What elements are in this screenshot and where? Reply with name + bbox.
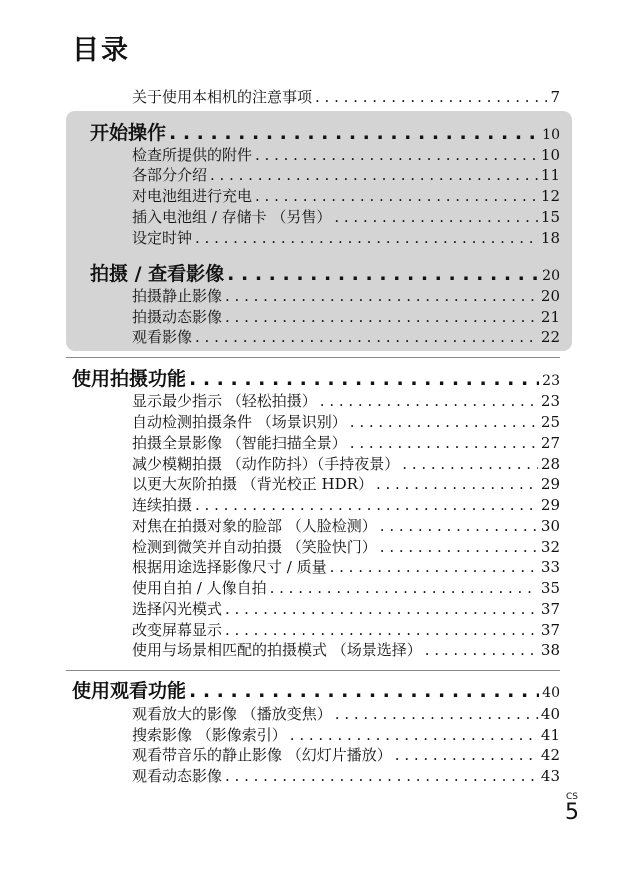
dot-leader — [270, 579, 538, 597]
toc-entry-label: 检查所提供的附件 — [132, 146, 253, 164]
dot-leader — [195, 328, 538, 346]
toc-entry-label: 自动检测拍摄条件 （场景识别） — [132, 413, 347, 431]
toc-entry-label: 改变屏幕显示 — [132, 621, 223, 639]
dot-leader — [376, 475, 538, 493]
toc-entry-page: 37 — [540, 600, 560, 618]
dot-leader — [195, 229, 538, 247]
toc-entry-label: 检测到微笑并自动拍摄 （笑脸快门） — [132, 538, 377, 556]
toc-entry-page: 40 — [540, 705, 560, 723]
section-page: 20 — [542, 268, 560, 284]
toc-entry[interactable] — [132, 765, 560, 786]
toc-entry-label: 显示最少指示 （轻松拍摄） — [132, 392, 317, 410]
toc-entry[interactable] — [132, 285, 560, 306]
dot-leader — [255, 187, 538, 205]
toc-entry[interactable] — [132, 619, 560, 640]
dot-leader — [380, 517, 538, 535]
language-code: CS — [566, 792, 578, 802]
dot-leader — [334, 208, 538, 226]
section-divider — [66, 357, 560, 358]
toc-entry-label: 对焦在拍摄对象的脸部 （人脸检测） — [132, 517, 377, 535]
dot-leader — [335, 705, 538, 723]
toc-entry-label: 设定时钟 — [132, 229, 193, 247]
toc-entry-label: 插入电池组 / 存储卡 （另售） — [132, 208, 332, 226]
toc-entry[interactable] — [132, 164, 560, 185]
toc-entry[interactable] — [132, 536, 560, 557]
toc-entry-page: 38 — [540, 641, 560, 659]
toc-entry-page: 42 — [540, 746, 560, 764]
toc-entry-page: 35 — [540, 579, 560, 597]
toc-entry[interactable] — [132, 494, 560, 515]
toc-entry-label: 使用与场景相匹配的拍摄模式 （场景选择） — [132, 641, 422, 659]
toc-entry-label: 观看动态影像 — [132, 767, 223, 785]
dot-leader — [330, 558, 538, 576]
toc-entry-page: 10 — [540, 146, 560, 164]
toc-entry-page: 41 — [540, 726, 560, 744]
toc-entry[interactable] — [132, 227, 560, 248]
section-title: 拍摄 / 查看影像 — [90, 263, 225, 285]
dot-leader — [350, 434, 538, 452]
dot-leader — [169, 122, 539, 144]
toc-entry[interactable] — [132, 453, 560, 474]
intro-entry[interactable] — [132, 86, 560, 107]
toc-entry[interactable] — [132, 473, 560, 494]
toc-entry[interactable] — [132, 144, 560, 165]
toc-entry-label: 各部分介绍 — [132, 166, 208, 184]
toc-entry-page: 20 — [540, 287, 560, 305]
dot-leader — [225, 287, 538, 305]
toc-entry-page: 21 — [540, 308, 560, 326]
section-page: 40 — [542, 685, 560, 701]
toc-entry-label: 以更大灰阶拍摄 （背光校正 HDR） — [132, 475, 373, 493]
toc-entry-page: 23 — [540, 392, 560, 410]
dot-leader — [210, 166, 538, 184]
dot-leader — [189, 680, 539, 702]
section-divider — [66, 670, 560, 671]
dot-leader — [225, 767, 538, 785]
toc-entry-page: 33 — [540, 558, 560, 576]
toc-entry[interactable] — [132, 515, 560, 536]
toc-entry-label: 拍摄静止影像 — [132, 287, 223, 305]
dot-leader — [195, 496, 538, 514]
toc-entry-page: 18 — [540, 229, 560, 247]
dot-leader — [402, 455, 538, 473]
toc-entry[interactable] — [132, 411, 560, 432]
page-number: 5 — [565, 800, 579, 825]
toc-entry[interactable] — [132, 306, 560, 327]
toc-entry-page: 43 — [540, 767, 560, 785]
toc-entry[interactable] — [132, 432, 560, 453]
toc-entry-label: 对电池组进行充电 — [132, 187, 253, 205]
toc-entry[interactable] — [132, 724, 560, 745]
toc-entry-page: 29 — [540, 496, 560, 514]
dot-leader — [425, 641, 538, 659]
section-heading[interactable] — [72, 676, 560, 703]
section-title: 使用观看功能 — [72, 680, 187, 702]
page-title: 目录 — [72, 35, 130, 66]
toc-entry-page: 30 — [540, 517, 560, 535]
toc-entry-label: 拍摄全景影像 （智能扫描全景） — [132, 434, 347, 452]
toc-entry-label: 减少模糊拍摄 （动作防抖）（手持夜景） — [132, 455, 400, 473]
toc-entry-label: 使用自拍 / 人像自拍 — [132, 579, 267, 597]
toc-entry-label: 观看放大的影像 （播放变焦） — [132, 705, 332, 723]
toc-entry-page: 15 — [540, 208, 560, 226]
toc-entry-label: 观看带音乐的静止影像 （幻灯片播放） — [132, 746, 392, 764]
toc-entry-page: 37 — [540, 621, 560, 639]
section-heading[interactable] — [90, 259, 560, 286]
dot-leader — [315, 88, 547, 106]
toc-entry-page: 28 — [540, 455, 560, 473]
toc-entry-label: 搜索影像 （影像索引） — [132, 726, 287, 744]
dot-leader — [350, 413, 538, 431]
toc-entry-page: 7 — [550, 88, 560, 106]
dot-leader — [225, 621, 538, 639]
toc-entry-page: 27 — [540, 434, 560, 452]
toc-entry[interactable] — [132, 556, 560, 577]
toc-entry[interactable] — [132, 206, 560, 227]
toc-entry-label: 根据用途选择影像尺寸 / 质量 — [132, 558, 327, 576]
toc-entry[interactable] — [132, 639, 560, 660]
toc-entry[interactable] — [132, 326, 560, 347]
toc-entry[interactable] — [132, 390, 560, 411]
dot-leader — [189, 368, 539, 390]
section-page: 10 — [542, 127, 560, 143]
dot-leader — [255, 146, 538, 164]
section-heading[interactable] — [72, 364, 560, 391]
toc-entry-page: 29 — [540, 475, 560, 493]
dot-leader — [225, 600, 538, 618]
toc-entry-label: 连续拍摄 — [132, 496, 193, 514]
section-title: 开始操作 — [90, 122, 167, 144]
toc-entry-page: 11 — [540, 166, 560, 184]
toc-entry-label: 拍摄动态影像 — [132, 308, 223, 326]
section-page: 23 — [542, 373, 560, 389]
toc-entry[interactable] — [132, 577, 560, 598]
toc-entry-label: 观看影像 — [132, 328, 193, 346]
toc-entry[interactable] — [132, 185, 560, 206]
dot-leader — [227, 263, 539, 285]
toc-entry-page: 22 — [540, 328, 560, 346]
toc-entry-page: 32 — [540, 538, 560, 556]
dot-leader — [225, 308, 538, 326]
toc-entry[interactable] — [132, 598, 560, 619]
dot-leader — [395, 746, 538, 764]
dot-leader — [320, 392, 538, 410]
toc-entry-label: 选择闪光模式 — [132, 600, 223, 618]
toc-entry-page: 12 — [540, 187, 560, 205]
toc-entry-page: 25 — [540, 413, 560, 431]
section-title: 使用拍摄功能 — [72, 368, 187, 390]
dot-leader — [380, 538, 538, 556]
toc-entry[interactable] — [132, 744, 560, 765]
dot-leader — [290, 726, 538, 744]
section-heading[interactable] — [90, 118, 560, 145]
toc-entry[interactable] — [132, 703, 560, 724]
toc-entry-label: 关于使用本相机的注意事项 — [132, 88, 313, 106]
